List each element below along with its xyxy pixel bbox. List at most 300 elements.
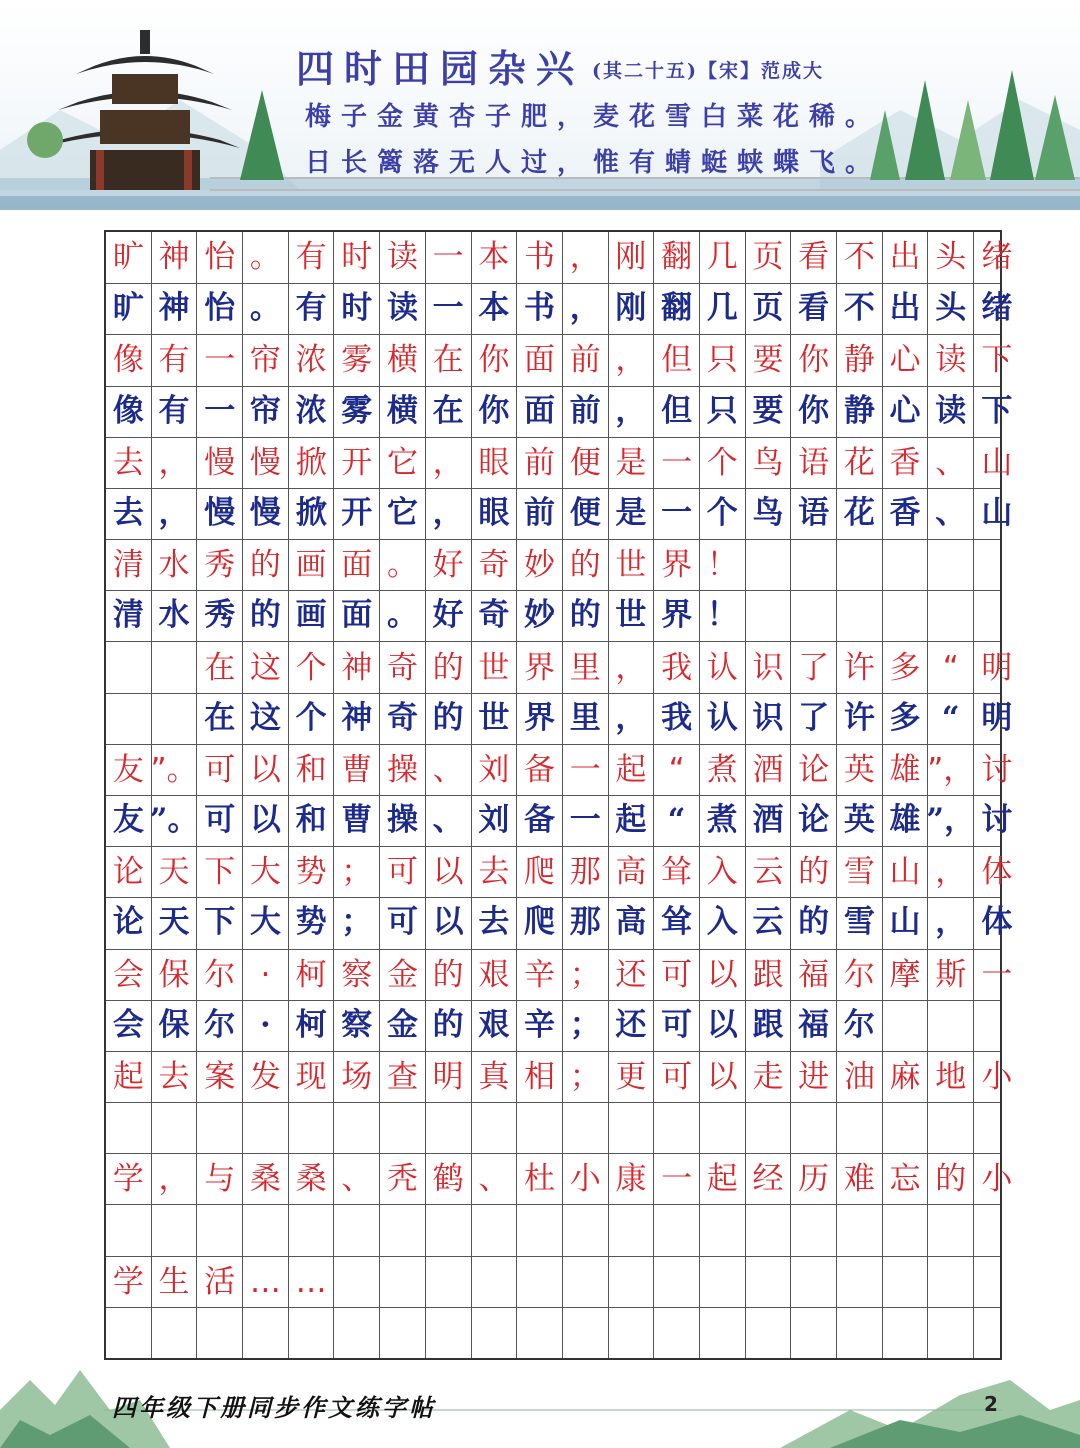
grid-cell: ”。 — [152, 745, 198, 796]
grid-cell: 界 — [517, 642, 563, 693]
grid-cell: 耸 — [654, 897, 700, 948]
grid-cell: 查 — [380, 1052, 426, 1103]
grid-cell: 山 — [981, 444, 1013, 481]
grid-cell — [517, 1307, 563, 1358]
grid-cell: 一 — [654, 1154, 700, 1205]
grid-cell — [700, 1307, 746, 1358]
grid-cell: 的 — [426, 693, 472, 744]
grid-cell: 界 — [654, 540, 700, 591]
grid-cell: 云 — [746, 847, 792, 898]
grid-cell: 英 — [837, 745, 883, 796]
grid-cell: 出 — [883, 283, 929, 334]
grid-cell: 时 — [334, 232, 380, 283]
grid-cell: 帘 — [243, 386, 289, 437]
grid-cell: 相 — [517, 1052, 563, 1103]
model-text-row — [106, 846, 1013, 898]
grid-cell — [837, 1204, 883, 1255]
grid-cell: 辛 — [517, 950, 563, 1001]
grid-cell: 许 — [837, 642, 883, 693]
grid-cell: 金 — [380, 1000, 426, 1051]
grid-cell: 的 — [426, 950, 472, 1001]
row-divider — [106, 1256, 1000, 1257]
row-divider — [106, 488, 1000, 489]
grid-cell: 界 — [517, 693, 563, 744]
grid-cell: 经 — [746, 1154, 792, 1205]
grid-cell: 去 — [472, 847, 518, 898]
poem-author-line: (其二十五)【宋】范成大 — [592, 60, 824, 82]
grid-cell: 、 — [928, 488, 974, 539]
grid-cell — [837, 590, 883, 641]
grid-cell: ， — [928, 847, 974, 898]
grid-cell: 可 — [197, 745, 243, 796]
grid-cell: 体 — [981, 854, 1013, 891]
grid-cell — [928, 540, 974, 591]
grid-cell: 地 — [928, 1052, 974, 1103]
grid-cell: 里 — [563, 642, 609, 693]
grid-cell: 静 — [837, 386, 883, 437]
grid-cell: 本 — [472, 283, 518, 334]
grid-cell: 讨 — [981, 751, 1013, 788]
grid-cell: 察 — [334, 950, 380, 1001]
grid-cell: 明 — [426, 1052, 472, 1103]
grid-cell — [106, 642, 152, 693]
grid-cell: 入 — [700, 847, 746, 898]
handwriting-row — [106, 897, 1013, 948]
grid-cell — [426, 1102, 472, 1153]
grid-cell — [609, 1257, 655, 1308]
handwriting-row — [106, 693, 1013, 744]
handwriting-row — [106, 1102, 1000, 1153]
grid-cell: 还 — [609, 1000, 655, 1051]
grid-cell — [243, 1204, 289, 1255]
row-divider — [106, 949, 1000, 950]
grid-cell: 论 — [791, 745, 837, 796]
grid-cell: 还 — [609, 950, 655, 1001]
grid-cell: 读 — [380, 283, 426, 334]
grid-cell — [928, 1204, 974, 1255]
grid-cell: 鹤 — [426, 1154, 472, 1205]
poem-line: 梅子金黄杏子肥，麦花雪白菜花稀。 — [305, 102, 882, 132]
page-number: 2 — [984, 1392, 998, 1416]
model-text-row — [106, 1051, 1013, 1103]
grid-cell: 只 — [700, 386, 746, 437]
grid-cell — [746, 1257, 792, 1308]
grid-cell — [152, 693, 198, 744]
grid-cell: 前 — [517, 438, 563, 489]
grid-cell: 油 — [837, 1052, 883, 1103]
grid-cell: 桑 — [289, 1154, 335, 1205]
grid-cell: 旷 — [106, 232, 152, 283]
grid-cell: 保 — [152, 950, 198, 1001]
model-text-row — [106, 949, 1013, 1001]
grid-cell — [883, 590, 929, 641]
grid-cell: 怡 — [197, 232, 243, 283]
grid-cell: 心 — [883, 335, 929, 386]
grid-cell: ”， — [928, 795, 974, 846]
grid-cell — [289, 1204, 335, 1255]
grid-cell: 浓 — [289, 335, 335, 386]
grid-cell: 下 — [981, 342, 1013, 379]
model-text-row — [106, 437, 1013, 489]
grid-cell — [472, 1257, 518, 1308]
grid-cell: ！ — [700, 590, 746, 641]
grid-cell: 花 — [837, 488, 883, 539]
grid-cell: 静 — [837, 335, 883, 386]
grid-cell — [334, 1102, 380, 1153]
grid-cell: 雄 — [883, 795, 929, 846]
grid-cell: 曹 — [334, 795, 380, 846]
grid-cell: 势 — [289, 847, 335, 898]
grid-cell — [746, 1102, 792, 1153]
grid-cell — [380, 1307, 426, 1358]
grid-cell: 操 — [380, 745, 426, 796]
row-divider — [106, 1153, 1000, 1154]
grid-cell: 绪 — [981, 290, 1013, 327]
grid-cell — [746, 1204, 792, 1255]
grid-cell: 小 — [981, 1161, 1013, 1198]
grid-cell: 头 — [928, 232, 974, 283]
grid-cell: ， — [563, 283, 609, 334]
model-text-row — [106, 744, 1013, 796]
grid-cell: 雪 — [837, 847, 883, 898]
grid-cell: 世 — [609, 540, 655, 591]
grid-cell: 秀 — [197, 540, 243, 591]
grid-cell: ！ — [700, 540, 746, 591]
row-divider — [106, 1102, 1000, 1103]
grid-cell — [563, 1102, 609, 1153]
grid-cell: 以 — [426, 847, 472, 898]
grid-cell: 读 — [928, 386, 974, 437]
grid-cell: 怡 — [197, 283, 243, 334]
grid-cell: 便 — [563, 438, 609, 489]
model-text-row — [106, 232, 1013, 283]
grid-cell: 起 — [106, 1052, 152, 1103]
grid-cell: 山 — [981, 494, 1013, 531]
grid-cell: 看 — [791, 283, 837, 334]
grid-cell: 慢 — [197, 438, 243, 489]
grid-cell: ， — [609, 642, 655, 693]
grid-cell: 下 — [981, 392, 1013, 429]
grid-cell: 面 — [517, 335, 563, 386]
grid-cell: “ — [928, 642, 974, 693]
grid-cell: 英 — [837, 795, 883, 846]
grid-cell: 像 — [106, 386, 152, 437]
grid-cell: 识 — [746, 642, 792, 693]
grid-cell: 艰 — [472, 1000, 518, 1051]
grid-cell — [746, 540, 792, 591]
grid-cell: 读 — [928, 335, 974, 386]
grid-cell — [106, 693, 152, 744]
handwriting-row — [106, 795, 1013, 846]
grid-cell: 雄 — [883, 745, 929, 796]
grid-cell: 康 — [609, 1154, 655, 1205]
grid-cell: 备 — [517, 795, 563, 846]
grid-cell: 活 — [197, 1257, 243, 1308]
grid-cell: 我 — [654, 693, 700, 744]
grid-cell: 好 — [426, 540, 472, 591]
grid-cell: 了 — [791, 642, 837, 693]
grid-cell: 的 — [791, 897, 837, 948]
grid-cell: … — [289, 1257, 335, 1308]
grid-cell: 有 — [289, 283, 335, 334]
grid-cell: 这 — [243, 693, 289, 744]
grid-cell: 煮 — [700, 795, 746, 846]
grid-cell — [380, 1204, 426, 1255]
grid-cell: ； — [563, 1052, 609, 1103]
grid-cell: 去 — [152, 1052, 198, 1103]
grid-cell: 的 — [563, 590, 609, 641]
grid-cell — [197, 1307, 243, 1358]
grid-cell: 现 — [289, 1052, 335, 1103]
grid-cell: 可 — [380, 847, 426, 898]
grid-cell: 在 — [197, 693, 243, 744]
grid-cell: ， — [928, 897, 974, 948]
grid-cell: · — [243, 950, 289, 1001]
grid-cell: 鸟 — [746, 438, 792, 489]
grid-cell: 雾 — [334, 335, 380, 386]
grid-cell — [426, 1257, 472, 1308]
grid-cell: 尔 — [197, 950, 243, 1001]
grid-cell: 清 — [106, 590, 152, 641]
grid-cell: 时 — [334, 283, 380, 334]
grid-cell: 奇 — [472, 590, 518, 641]
grid-cell: 语 — [791, 438, 837, 489]
grid-cell — [837, 1102, 883, 1153]
grid-cell: 高 — [609, 897, 655, 948]
grid-cell: 一 — [981, 956, 1013, 993]
grid-cell: 神 — [152, 232, 198, 283]
grid-cell — [152, 1307, 198, 1358]
grid-cell: ， — [563, 232, 609, 283]
grid-cell: 论 — [106, 847, 152, 898]
grid-cell: 的 — [928, 1154, 974, 1205]
grid-cell: 可 — [380, 897, 426, 948]
handwriting-row — [106, 283, 1013, 334]
grid-cell: 柯 — [289, 950, 335, 1001]
grid-cell: 但 — [654, 386, 700, 437]
grid-cell: 入 — [700, 897, 746, 948]
grid-cell: 生 — [152, 1257, 198, 1308]
grid-cell: 历 — [791, 1154, 837, 1205]
grid-cell — [974, 590, 1020, 641]
grid-cell: 帘 — [243, 335, 289, 386]
grid-cell: 许 — [837, 693, 883, 744]
grid-cell: 绪 — [981, 239, 1013, 276]
grid-cell: 备 — [517, 745, 563, 796]
grid-cell: 面 — [517, 386, 563, 437]
grid-cell: 曹 — [334, 745, 380, 796]
grid-cell: 只 — [700, 335, 746, 386]
grid-cell: 世 — [472, 693, 518, 744]
row-divider — [106, 795, 1000, 796]
grid-cell — [517, 1102, 563, 1153]
grid-cell: 去 — [106, 488, 152, 539]
grid-cell — [654, 1204, 700, 1255]
grid-cell — [746, 590, 792, 641]
grid-cell: 、 — [472, 1154, 518, 1205]
row-divider — [106, 641, 1000, 642]
grid-cell: 我 — [654, 642, 700, 693]
grid-cell — [563, 1257, 609, 1308]
grid-cell: 小 — [563, 1154, 609, 1205]
grid-cell — [974, 1000, 1020, 1051]
grid-cell: 那 — [563, 847, 609, 898]
grid-cell: 势 — [289, 897, 335, 948]
grid-cell: 一 — [563, 795, 609, 846]
grid-cell: · — [243, 1000, 289, 1051]
grid-cell — [791, 1257, 837, 1308]
row-divider — [106, 1051, 1000, 1052]
row-divider — [106, 1000, 1000, 1001]
grid-cell: 难 — [837, 1154, 883, 1205]
grid-cell: 下 — [197, 897, 243, 948]
grid-cell — [883, 540, 929, 591]
row-divider — [106, 897, 1000, 898]
grid-cell: 刘 — [472, 795, 518, 846]
grid-cell: ， — [152, 488, 198, 539]
grid-cell: ； — [563, 950, 609, 1001]
grid-cell: ， — [609, 335, 655, 386]
grid-cell: 是 — [609, 438, 655, 489]
grid-cell: 刚 — [609, 283, 655, 334]
grid-cell — [700, 1204, 746, 1255]
grid-cell: 。 — [243, 232, 289, 283]
grid-cell: 画 — [289, 590, 335, 641]
grid-cell — [517, 1204, 563, 1255]
grid-cell: 酒 — [746, 745, 792, 796]
grid-cell — [928, 1257, 974, 1308]
grid-cell: 掀 — [289, 488, 335, 539]
grid-cell: 和 — [289, 745, 335, 796]
grid-cell: ， — [609, 693, 655, 744]
grid-cell: 以 — [243, 795, 289, 846]
grid-cell: 操 — [380, 795, 426, 846]
grid-cell — [609, 1307, 655, 1358]
grid-cell: 、 — [928, 438, 974, 489]
grid-cell — [883, 1204, 929, 1255]
grid-cell: 斯 — [928, 950, 974, 1001]
grid-cell: 场 — [334, 1052, 380, 1103]
grid-cell: 以 — [243, 745, 289, 796]
grid-cell: 神 — [334, 642, 380, 693]
grid-cell: 奇 — [380, 693, 426, 744]
grid-cell — [609, 1102, 655, 1153]
poem-line: 日长篱落无人过，惟有蜻蜓蛱蝶飞。 — [305, 148, 882, 178]
grid-cell: 起 — [609, 745, 655, 796]
grid-cell: 翻 — [654, 283, 700, 334]
grid-cell: 案 — [197, 1052, 243, 1103]
grid-cell: 有 — [152, 386, 198, 437]
row-divider — [106, 744, 1000, 745]
grid-cell: 页 — [746, 283, 792, 334]
grid-cell — [334, 1307, 380, 1358]
grid-cell: 、 — [334, 1154, 380, 1205]
grid-cell: 妙 — [517, 590, 563, 641]
grid-cell: 多 — [883, 693, 929, 744]
grid-cell: 雾 — [334, 386, 380, 437]
grid-cell: 秀 — [197, 590, 243, 641]
grid-cell: 在 — [197, 642, 243, 693]
model-text-row — [106, 1153, 1013, 1205]
grid-cell — [654, 1257, 700, 1308]
grid-cell: 一 — [197, 335, 243, 386]
grid-cell: 香 — [883, 438, 929, 489]
grid-cell: 像 — [106, 335, 152, 386]
grid-cell: 爬 — [517, 847, 563, 898]
grid-cell — [426, 1307, 472, 1358]
grid-cell: 一 — [563, 745, 609, 796]
grid-cell — [243, 1102, 289, 1153]
grid-cell: 横 — [380, 386, 426, 437]
grid-cell — [746, 1307, 792, 1358]
handwriting-row — [106, 1204, 1000, 1255]
practice-grid — [104, 230, 1013, 1360]
grid-cell: 的 — [791, 847, 837, 898]
grid-cell: 一 — [654, 438, 700, 489]
footer — [0, 1360, 1080, 1448]
grid-cell — [472, 1307, 518, 1358]
grid-cell: 画 — [289, 540, 335, 591]
grid-cell: ， — [152, 1154, 198, 1205]
grid-cell: 它 — [380, 438, 426, 489]
grid-cell: 走 — [746, 1052, 792, 1103]
grid-cell — [334, 1257, 380, 1308]
grid-cell: 不 — [837, 232, 883, 283]
grid-cell — [289, 1102, 335, 1153]
grid-cell: 可 — [654, 1052, 700, 1103]
grid-cell: 心 — [883, 386, 929, 437]
grid-cell: 天 — [152, 847, 198, 898]
grid-cell: 杜 — [517, 1154, 563, 1205]
grid-cell — [928, 1307, 974, 1358]
row-divider — [106, 334, 1000, 335]
grid-cell — [837, 1307, 883, 1358]
grid-cell: ， — [609, 386, 655, 437]
grid-cell: … — [243, 1257, 289, 1308]
grid-cell: 进 — [791, 1052, 837, 1103]
grid-cell — [563, 1307, 609, 1358]
model-text-row — [106, 1256, 1000, 1308]
grid-cell — [791, 1204, 837, 1255]
grid-cell: 了 — [791, 693, 837, 744]
grid-cell: 那 — [563, 897, 609, 948]
grid-cell — [974, 1307, 1020, 1358]
grid-cell: 爬 — [517, 897, 563, 948]
grid-cell — [380, 1257, 426, 1308]
grid-cell: 、 — [426, 795, 472, 846]
grid-cell: 起 — [700, 1154, 746, 1205]
grid-cell — [472, 1204, 518, 1255]
grid-cell: 是 — [609, 488, 655, 539]
grid-cell: 论 — [106, 897, 152, 948]
grid-cell: 以 — [700, 1000, 746, 1051]
grid-cell: 有 — [289, 232, 335, 283]
grid-cell: 有 — [152, 335, 198, 386]
row-divider — [106, 386, 1000, 387]
header-banner — [0, 0, 1080, 210]
grid-cell: 友 — [106, 745, 152, 796]
grid-cell: 前 — [517, 488, 563, 539]
grid-cell — [883, 1102, 929, 1153]
grid-cell: 柯 — [289, 1000, 335, 1051]
row-divider — [106, 437, 1000, 438]
grid-cell: 语 — [791, 488, 837, 539]
grid-cell — [106, 1102, 152, 1153]
book-title: 四年级下册同步作文练字帖 — [112, 1393, 436, 1422]
row-divider — [106, 539, 1000, 540]
handwriting-row — [106, 1307, 1000, 1358]
grid-cell: 慢 — [197, 488, 243, 539]
